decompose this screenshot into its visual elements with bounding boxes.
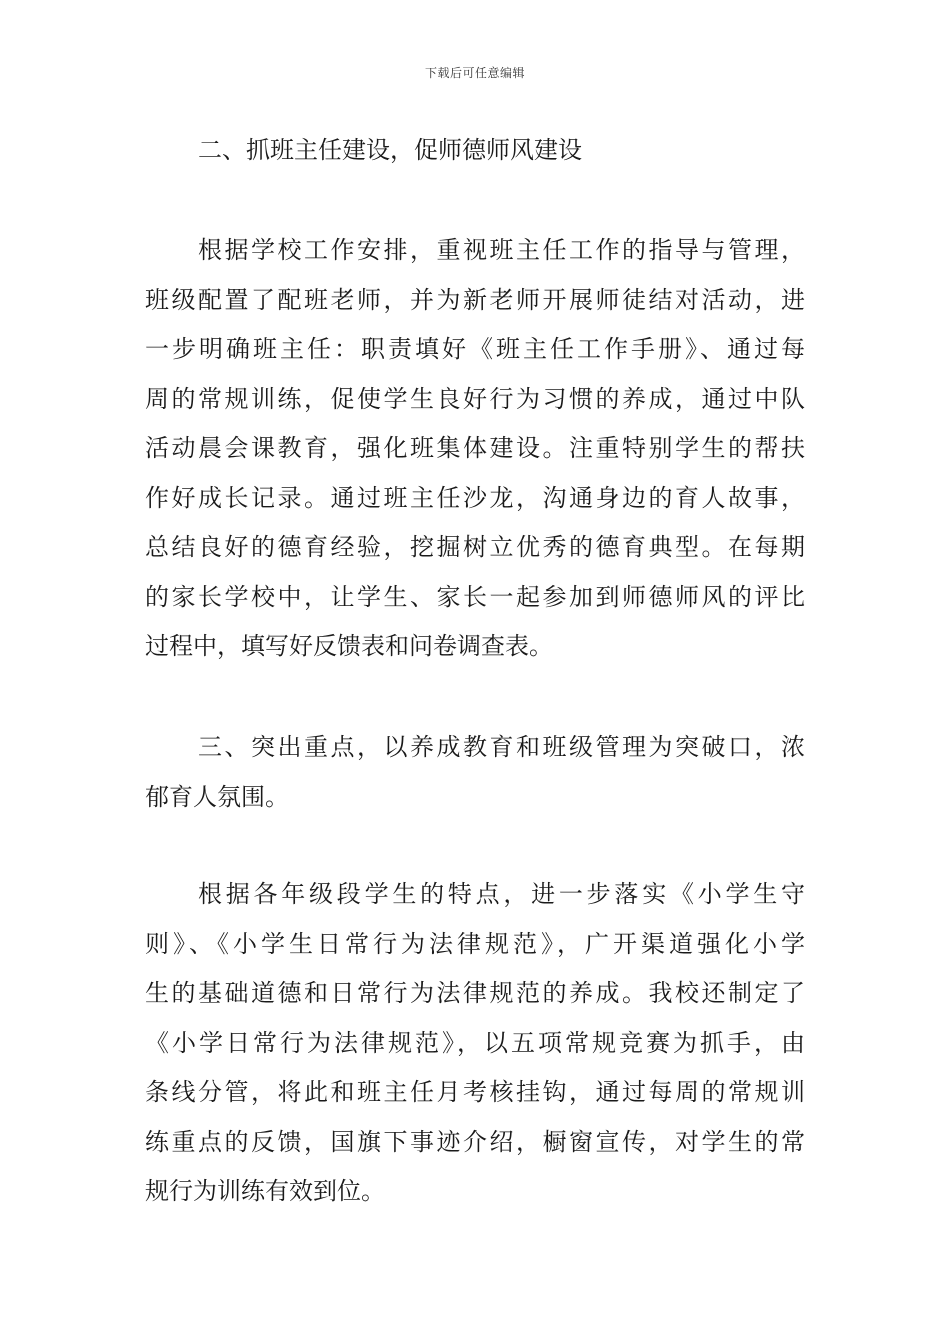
paragraph-line: 则》、《小学生日常行为法律规范》，广开渠道强化小学 (145, 929, 805, 958)
paragraph-line: 根据各年级段学生的特点，进一步落实《小学生守 (198, 880, 805, 908)
section-paragraph-3 (145, 870, 805, 1217)
section-paragraph-2 (145, 226, 805, 672)
paragraph-line: 生的基础道德和日常行为法律规范的养成。我校还制定了 (145, 979, 805, 1007)
paragraph-line: 活动晨会课教育，强化班集体建设。注重特别学生的帮扶 (145, 434, 805, 462)
paragraph-line: 作好成长记录。通过班主任沙龙，沟通身边的育人故事， (145, 483, 805, 512)
section-heading-3 (145, 723, 805, 822)
paragraph-line: 规行为训练有效到位。 (145, 1177, 385, 1205)
paragraph-line: 《小学日常行为法律规范》，以五项常规竞赛为抓手，由 (145, 1028, 805, 1057)
paragraph-line: 班级配置了配班老师，并为新老师开展师徒结对活动，进 (145, 285, 805, 314)
paragraph-line: 条线分管，将此和班主任月考核挂钩，通过每周的常规训 (145, 1078, 805, 1106)
paragraph-line: 根据学校工作安排，重视班主任工作的指导与管理， (198, 236, 805, 264)
paragraph-line: 总结良好的德育经验，挖掘树立优秀的德育典型。在每期 (145, 533, 805, 561)
paragraph-line: 周的常规训练，促使学生良好行为习惯的养成，通过中队 (145, 384, 805, 413)
paragraph-line: 过程中，填写好反馈表和问卷调查表。 (145, 632, 553, 660)
paragraph-line: 一步明确班主任：职责填好《班主任工作手册》、通过每 (145, 335, 805, 363)
heading-line: 郁育人氛围。 (145, 782, 289, 811)
page-header-note: 下载后可任意编辑 (424, 66, 525, 80)
paragraph-line: 的家长学校中，让学生、家长一起参加到师德师风的评比 (145, 582, 805, 611)
heading-line: 三、突出重点，以养成教育和班级管理为突破口，浓 (198, 733, 805, 761)
section-heading-2 (145, 126, 805, 176)
paragraph-line: 练重点的反馈，国旗下事迹介绍，橱窗宣传，对学生的常 (145, 1127, 805, 1156)
heading-line: 二、抓班主任建设，促师德师风建设 (198, 136, 582, 164)
